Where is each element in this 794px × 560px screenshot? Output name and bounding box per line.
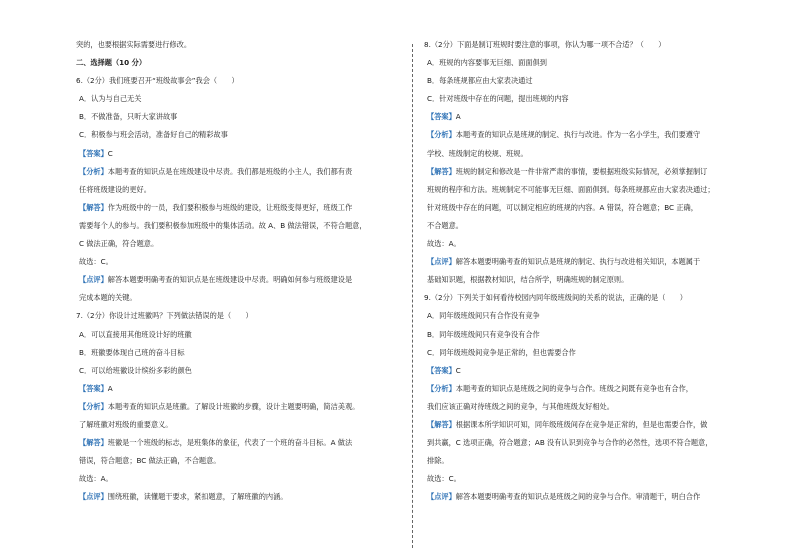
line-text: 故选：C。	[427, 474, 461, 484]
left-text-line	[76, 203, 396, 213]
left-text-line	[76, 275, 396, 285]
line-text: 了解班徽对班级的重要意义。	[79, 419, 173, 429]
line-text: A．可以直接用其他班设计好的班徽	[79, 329, 192, 339]
line-text: 突的，也要根据实际需要进行修改。	[76, 40, 192, 49]
section-tag: 【点评】	[79, 492, 108, 502]
left-text-line	[76, 112, 396, 122]
line-text: 根据课本所学知识可知，同年级班级间存在竞争是正常的，但是也需要合作，做	[455, 419, 708, 429]
line-text: C．针对班级中存在的问题，提出班规的内容	[427, 94, 569, 104]
line-text: 作为班级中的一员，我们要积极参与班级的建设，让班级变得更好，班级工作	[107, 202, 353, 212]
section-tag: 【答案】	[79, 148, 108, 158]
line-text: 任将班级建设的更好。	[79, 184, 151, 194]
line-text: A．同年级班级间只有合作没有竞争	[427, 311, 540, 321]
section-tag: 【分析】	[79, 166, 108, 176]
column-divider	[412, 44, 413, 548]
line-text: 故选：A。	[79, 474, 113, 484]
line-text: 解答本题要明确考查的知识点是班规的制定、执行与改进相关知识，本题属于	[455, 257, 701, 267]
left-text-line	[76, 402, 396, 412]
left-text-line	[76, 58, 396, 68]
line-text: 需要每个人的参与。我们要积极参加班级中的集体活动。故 A、B 做法错误，不符合题意，	[79, 220, 367, 230]
section-tag: 【分析】	[79, 401, 108, 411]
line-text: 完成本题的关键。	[79, 293, 137, 303]
line-text: 二、选择题（10 分）	[76, 58, 147, 68]
line-text: 本题考查的知识点是班规的制定、执行与改进。作为一名小学生，我们要遵守	[455, 130, 701, 140]
left-text-line	[76, 40, 396, 50]
left-text-line	[76, 311, 396, 321]
right-text-line	[424, 257, 762, 267]
line-text: 6.（2分）我们班要召开“班级故事会”我会（ ）	[76, 76, 239, 86]
line-text: 本题考查的知识点是班级之间的竞争与合作。班级之间既有竞争也有合作，	[455, 383, 693, 393]
right-text-line	[424, 203, 762, 213]
right-text-line	[424, 94, 762, 104]
line-text: B．班徽要体现自己班的奋斗目标	[79, 347, 185, 357]
line-text: A．认为与自己无关	[79, 94, 142, 104]
line-text: 解答本题要明确考查的知识点是在班级建设中尽责。明确如何参与班级建设是	[107, 275, 353, 285]
line-text: 排除。	[427, 456, 449, 466]
right-text-line	[424, 348, 762, 358]
left-text-line	[76, 456, 396, 466]
line-text: C．可以给班徽设计缤纷多彩的颜色	[79, 365, 192, 375]
left-text-line	[76, 130, 396, 140]
section-tag: 【点评】	[427, 257, 456, 267]
line-text: 8.（2分）下面是制订班规时要注意的事项，你认为哪一项不合适？（ ）	[424, 40, 666, 49]
section-tag: 【答案】	[427, 112, 456, 122]
line-text: 班规的程序和方法。班规制定不可能事无巨细、面面俱到。每条班规都应由大家表决通过；	[427, 184, 715, 194]
left-text-line	[76, 384, 396, 394]
right-text-line	[424, 167, 762, 177]
line-text: C 做法正确，符合题意。	[79, 239, 159, 249]
right-text-line	[424, 293, 762, 303]
left-text-line	[76, 221, 396, 231]
section-tag: 【解答】	[79, 438, 108, 448]
right-text-line	[424, 239, 762, 249]
line-text: 错误，符合题意；BC 做法正确，不合题意。	[79, 456, 221, 466]
line-text: 针对班级中存在的问题，可以制定相应的班规的内容。A 错误，符合题意；BC 正确，	[427, 202, 698, 212]
right-text-line	[424, 366, 762, 376]
left-text-line	[76, 149, 396, 159]
line-text: 围绕班徽，读懂题干要求，紧扣题意，了解班徽的内涵。	[107, 492, 288, 502]
line-text: C．同年级班级间竞争是正常的，但也需要合作	[427, 347, 576, 357]
section-tag: 【解答】	[79, 202, 108, 212]
right-text-line	[424, 438, 762, 448]
left-text-line	[76, 293, 396, 303]
line-text: 故选：A。	[427, 239, 461, 249]
line-text: 到共赢，C 选项正确，符合题意；AB 没有认识到竞争与合作的必然性，选项不符合题意，	[427, 438, 713, 448]
left-text-line	[76, 76, 396, 86]
left-text-line	[76, 366, 396, 376]
line-text: A	[455, 112, 461, 122]
section-tag: 【点评】	[427, 492, 456, 502]
line-text: 我们应该正确对待班级之间的竞争，与其他班级友好相处。	[427, 401, 614, 411]
line-text: 不合题意。	[427, 220, 463, 230]
right-text-line	[424, 330, 762, 340]
right-text-line	[424, 76, 762, 86]
left-column	[76, 40, 396, 510]
line-text: B．每条班规都应由大家表决通过	[427, 76, 533, 86]
line-text: 班徽是一个班级的标志，是班集体的象征，代表了一个班的奋斗目标。A 做法	[107, 438, 353, 448]
section-tag: 【分析】	[427, 130, 456, 140]
section-tag: 【答案】	[79, 383, 108, 393]
line-text: 本题考查的知识点是在班级建设中尽责。我们都是班级的小主人，我们都有责	[107, 166, 353, 176]
line-text: C	[455, 365, 461, 375]
line-text: 9.（2分）下列关于如何看待校园内同年级班级间的关系的说法，正确的是（ ）	[424, 293, 687, 303]
right-text-line	[424, 420, 762, 430]
section-tag: 【解答】	[427, 166, 456, 176]
line-text: C	[107, 148, 113, 158]
right-text-line	[424, 275, 762, 285]
section-tag: 【点评】	[79, 275, 108, 285]
line-text: B．不做准备，只听大家讲故事	[79, 112, 178, 122]
right-text-line	[424, 221, 762, 231]
right-text-line	[424, 130, 762, 140]
right-text-line	[424, 311, 762, 321]
right-text-line	[424, 185, 762, 195]
line-text: 7.（2分）你设计过班徽吗？下列做法错误的是（ ）	[76, 311, 253, 321]
line-text: C．积极参与班会活动，准备好自己的精彩故事	[79, 130, 228, 140]
section-tag: 【解答】	[427, 419, 456, 429]
left-text-line	[76, 438, 396, 448]
left-text-line	[76, 330, 396, 340]
right-text-line	[424, 112, 762, 122]
right-text-line	[424, 456, 762, 466]
left-text-line	[76, 257, 396, 267]
section-tag: 【分析】	[427, 383, 456, 393]
right-text-line	[424, 402, 762, 412]
line-text: 本题考查的知识点是班徽。了解设计班徽的步骤，设计主题要明确，简洁美观。	[107, 401, 360, 411]
right-text-line	[424, 492, 762, 502]
line-text: 基础知识题，根据教材知识，结合所学，明确班规的制定原则。	[427, 275, 629, 285]
left-text-line	[76, 492, 396, 502]
line-text: 学校、班级制定的校规、班规。	[427, 148, 528, 158]
line-text: 班规的制定和修改是一件非常严肃的事情，要根据班级实际情况，必须掌握制订	[455, 166, 708, 176]
left-text-line	[76, 185, 396, 195]
left-text-line	[76, 420, 396, 430]
left-text-line	[76, 239, 396, 249]
line-text: A．班规的内容要事无巨细、面面俱到	[427, 58, 547, 68]
line-text: 解答本题要明确考查的知识点是班级之间的竞争与合作。审清题干，明白合作	[455, 492, 701, 502]
right-text-line	[424, 40, 762, 50]
left-text-line	[76, 348, 396, 358]
line-text: B．同年级班级间只有竞争没有合作	[427, 329, 540, 339]
left-text-line	[76, 94, 396, 104]
section-tag: 【答案】	[427, 365, 456, 375]
right-text-line	[424, 474, 762, 484]
right-column	[424, 40, 762, 510]
line-text: 故选：C。	[79, 257, 113, 267]
left-text-line	[76, 167, 396, 177]
left-text-line	[76, 474, 396, 484]
right-text-line	[424, 384, 762, 394]
right-text-line	[424, 58, 762, 68]
line-text: A	[107, 383, 113, 393]
right-text-line	[424, 149, 762, 159]
